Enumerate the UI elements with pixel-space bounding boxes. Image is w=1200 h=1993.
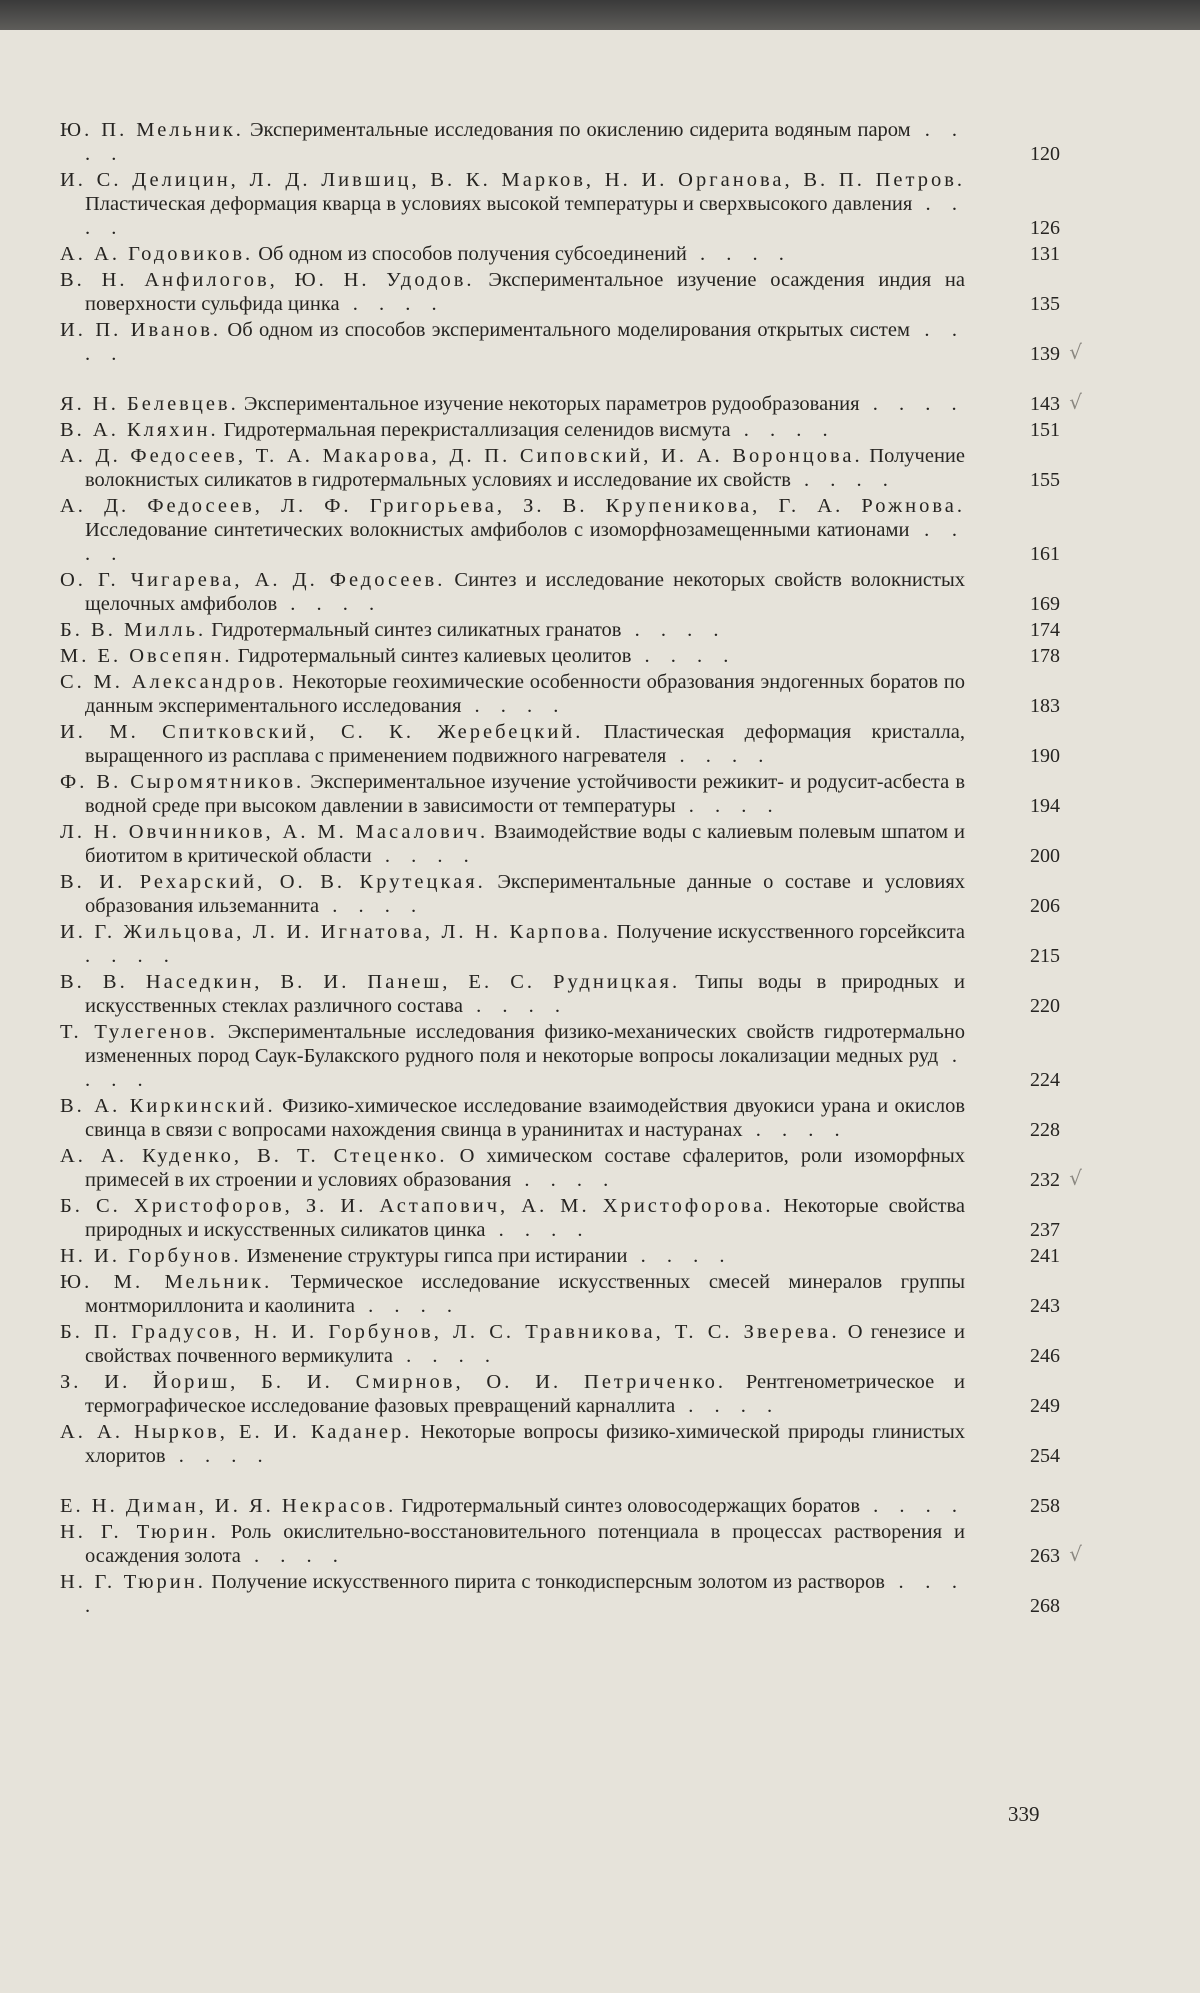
toc-entry-authors: Ю. П. Мельник. — [60, 119, 244, 141]
toc-entry-authors: Л. Н. Овчинников, А. М. Масалович. — [60, 821, 489, 843]
toc-entry-title: Экспериментальное изучение некоторых параметров рудообразования — [243, 393, 860, 415]
toc-entry-title: Некоторые вопросы физико-химической природы глинистых хлоритов — [85, 1421, 966, 1467]
toc-leader-dots: . . . . — [85, 319, 966, 365]
toc-entry-page: 126 — [1030, 217, 1060, 239]
toc-entry-title: Взаимодействие воды с калиевым полевым шпатом и биотитом в критической области — [85, 821, 965, 867]
toc-leader-dots: . . . . — [85, 119, 966, 165]
toc-entry-text — [60, 1244, 965, 1268]
toc-leader-dots: . . . . — [85, 519, 965, 565]
toc-entry-page: 143 — [1030, 393, 1060, 415]
toc-entry — [60, 1094, 1060, 1142]
toc-entry-page: 169 — [1030, 593, 1060, 615]
toc-leader-dots: . . . . — [675, 1395, 781, 1417]
toc-entry — [60, 268, 1060, 316]
toc-entry-authors: Н. Г. Тюрин. — [60, 1521, 219, 1543]
toc-entry-authors: М. Е. Овсепян. — [60, 645, 233, 667]
toc-entry — [60, 920, 1060, 968]
toc-entry-authors: А. А. Куденко, В. Т. Стеценко. — [60, 1145, 448, 1167]
toc-entry-authors: В. Н. Анфилогов, Ю. Н. Удодов. — [60, 269, 475, 291]
toc-entry — [60, 1320, 1060, 1368]
toc-entry — [60, 118, 1060, 166]
toc-entry-authors: Н. И. Горбунов. — [60, 1245, 242, 1267]
toc-entry-page: 131 — [1030, 243, 1060, 265]
toc-entry — [60, 644, 1060, 668]
toc-entry-page: 249 — [1030, 1395, 1060, 1417]
toc-entry-authors: В. А. Кляхин. — [60, 419, 219, 441]
toc-entry-title: Экспериментальное изучение осаждения индия на поверхности сульфида цинка — [85, 269, 965, 315]
toc-leader-dots: . . . . — [319, 895, 425, 917]
toc-entry-page: 215 — [1030, 945, 1060, 967]
toc-entry — [60, 1470, 1060, 1518]
toc-entry-page: 161 — [1030, 543, 1060, 565]
toc-entry-text — [60, 1320, 965, 1368]
toc-entry-text — [60, 1370, 965, 1418]
toc-entry-title: Об одном из способов получения субсоединений — [258, 243, 687, 265]
toc-entry-title: Гидротермальный синтез калиевых цеолитов — [237, 645, 632, 667]
toc-entry-text — [60, 820, 965, 868]
toc-entry-page: 263 — [1030, 1545, 1060, 1567]
check-mark-icon: √ — [1069, 390, 1082, 414]
toc-entry-text — [60, 670, 965, 718]
toc-entry-text — [60, 720, 965, 768]
toc-entry-authors: Ю. М. Мельник. — [60, 1271, 273, 1293]
check-mark-icon: √ — [1069, 1542, 1082, 1566]
toc-entry-page: 155 — [1030, 469, 1060, 491]
toc-entry-title: Получение искусственного горсейксита — [616, 921, 966, 943]
toc-entry-title: Об одном из способов экспериментального моделирования открытых систем — [227, 319, 910, 341]
toc-leader-dots: . . . . — [860, 1495, 966, 1517]
table-of-contents — [60, 118, 1082, 1620]
toc-entry — [60, 1270, 1060, 1318]
toc-entry-title: О генезисе и свойствах почвенного вермикулита — [85, 1321, 966, 1367]
toc-entry — [60, 368, 1082, 416]
toc-entry-authors: И. П. Иванов. — [60, 319, 222, 341]
toc-entry-page: 174 — [1030, 619, 1060, 641]
toc-entry — [60, 1370, 1060, 1418]
toc-leader-dots: . . . . — [354, 1295, 460, 1317]
toc-entry-title: Некоторые геохимические особенности образования эндогенных боратов по данным экспериментального исследования — [85, 671, 965, 717]
toc-entry-authors: И. С. Делицин, Л. Д. Лившиц, В. К. Марков, Н. И. Органова, В. П. Петров. — [60, 169, 965, 191]
toc-entry-page: 258 — [1030, 1495, 1060, 1517]
toc-entry-text — [60, 1094, 965, 1142]
toc-leader-dots: . . . . — [240, 1545, 346, 1567]
toc-entry — [60, 1194, 1060, 1242]
toc-entry-page: 190 — [1030, 745, 1060, 767]
toc-entry — [60, 418, 1060, 442]
toc-entry-title: Рентгенометрическое и термографическое исследование фазовых превращений карналлита — [85, 1371, 966, 1417]
toc-entry-text — [60, 168, 965, 240]
toc-entry — [60, 618, 1060, 642]
toc-leader-dots: . . . . — [859, 393, 965, 415]
toc-entry — [60, 1020, 1060, 1092]
toc-entry-title: Экспериментальные исследования физико-механических свойств гидротермально измененных пород Саук-Булакского рудного поля и некоторые вопросы локализации медных руд — [85, 1021, 965, 1067]
toc-leader-dots: . . . . — [730, 419, 836, 441]
toc-entry-authors: А. А. Нырков, Е. И. Каданер. — [60, 1421, 413, 1443]
toc-entry-authors: С. М. Александров. — [60, 671, 287, 693]
toc-entry-text — [60, 568, 965, 616]
toc-leader-dots: . . . . — [85, 1045, 965, 1091]
toc-entry-page: 268 — [1030, 1595, 1060, 1617]
toc-entry-authors: Б. В. Милль. — [60, 619, 207, 641]
toc-leader-dots: . . . . — [85, 1571, 966, 1617]
toc-entry-page: 224 — [1030, 1069, 1060, 1091]
toc-entry-text — [60, 1144, 965, 1192]
toc-entry-authors: Н. Г. Тюрин. — [60, 1571, 206, 1593]
toc-entry — [60, 1244, 1060, 1268]
toc-leader-dots: . . . . — [631, 645, 737, 667]
toc-entry-page: 183 — [1030, 695, 1060, 717]
toc-entry — [60, 820, 1060, 868]
toc-leader-dots: . . . . — [742, 1119, 848, 1141]
toc-leader-dots: . . . . — [165, 1445, 271, 1467]
toc-entry-text — [60, 1020, 965, 1092]
toc-entry-title: Экспериментальные данные о составе и условиях образования ильземаннита — [85, 871, 965, 917]
check-mark-icon: √ — [1069, 340, 1082, 364]
toc-leader-dots: . . . . — [393, 1345, 498, 1367]
toc-entry-authors: В. А. Киркинский. — [60, 1095, 276, 1117]
toc-entry-authors: А. Д. Федосеев, Л. Ф. Григорьева, З. В. Крупеникова, Г. А. Рожнова. — [60, 495, 965, 517]
toc-entry-authors: Ф. В. Сыромятников. — [60, 771, 305, 793]
toc-entry-text — [60, 494, 965, 566]
toc-entry-title: Гидротермальный синтез оловосодержащих боратов — [401, 1495, 861, 1517]
toc-entry-page: 220 — [1030, 995, 1060, 1017]
toc-entry-authors: Я. Н. Белевцев. — [60, 393, 239, 415]
toc-entry-page: 135 — [1030, 293, 1060, 315]
toc-leader-dots: . . . . — [462, 995, 568, 1017]
toc-entry — [60, 970, 1060, 1018]
scan-top-edge — [0, 0, 1200, 30]
toc-entry-page: 246 — [1030, 1345, 1060, 1367]
toc-entry-title: Пластическая деформация кристалла, выращенного из расплава с применением подвижного нагревателя — [85, 721, 965, 767]
toc-entry-title: Экспериментальное изучение устойчивости режикит- и родусит-асбеста в водной среде при высоком давлении в зависимости от температуры — [85, 771, 966, 817]
toc-entry-authors: Б. П. Градусов, Н. И. Горбунов, Л. С. Травникова, Т. С. Зверева. — [60, 1321, 840, 1343]
toc-entry — [60, 1570, 1060, 1618]
toc-entry — [60, 318, 1082, 366]
toc-entry-authors: В. И. Рехарский, О. В. Крутецкая. — [60, 871, 486, 893]
toc-entry-text — [60, 268, 965, 316]
toc-entry-text — [60, 318, 965, 366]
toc-leader-dots: . . . . — [339, 293, 445, 315]
toc-entry-page: 241 — [1030, 1245, 1060, 1267]
toc-entry-authors: И. Г. Жильцова, Л. И. Игнатова, Л. Н. Карпова. — [60, 921, 612, 943]
toc-entry-text — [60, 1494, 965, 1518]
toc-entry-title: Гидротермальный синтез силикатных гранатов — [211, 619, 622, 641]
toc-entry-title: Синтез и исследование некоторых свойств волокнистых щелочных амфиболов — [85, 569, 965, 615]
toc-entry-page: 200 — [1030, 845, 1060, 867]
toc-leader-dots: . . . . — [686, 243, 792, 265]
toc-entry — [60, 1420, 1060, 1468]
toc-entry-page: 254 — [1030, 1445, 1060, 1467]
page-number: 339 — [1008, 1802, 1040, 1826]
toc-entry-text — [60, 618, 965, 642]
toc-entry-page: 237 — [1030, 1219, 1060, 1241]
toc-entry-page: 243 — [1030, 1295, 1060, 1317]
toc-entry-text — [60, 1570, 965, 1618]
toc-entry-authors: Б. С. Христофоров, З. И. Астапович, А. М. Христофорова. — [60, 1195, 774, 1217]
toc-entry — [60, 168, 1060, 240]
toc-leader-dots: . . . . — [666, 745, 772, 767]
toc-entry-title: Получение волокнистых силикатов в гидротермальных условиях и исследование их свойств — [85, 445, 965, 491]
toc-entry-authors: З. И. Йориш, Б. И. Смирнов, О. И. Петриченко. — [60, 1371, 727, 1393]
toc-entry-title: Роль окислительно-восстановительного потенциала в процессах растворения и осаждения золота — [85, 1521, 965, 1567]
toc-entry-text — [60, 770, 965, 818]
toc-entry-text — [60, 392, 965, 416]
toc-entry — [60, 1144, 1082, 1192]
toc-leader-dots: . . . . — [627, 1245, 733, 1267]
toc-entry-text — [60, 970, 965, 1018]
toc-leader-dots: . . . . — [461, 695, 567, 717]
toc-entry-page: 206 — [1030, 895, 1060, 917]
toc-entry-authors: Е. Н. Диман, И. Я. Некрасов. — [60, 1495, 397, 1517]
toc-entry-title: Термическое исследование искусственных смесей минералов группы монтмориллонита и каолинита — [85, 1271, 966, 1317]
toc-leader-dots: . . . . — [85, 193, 965, 239]
toc-entry-text — [60, 920, 965, 968]
toc-entry-authors: Т. Тулегенов. — [60, 1021, 218, 1043]
toc-entry — [60, 720, 1060, 768]
toc-entry — [60, 770, 1060, 818]
toc-leader-dots: . . . . — [675, 795, 781, 817]
toc-entry — [60, 568, 1060, 616]
toc-entry-title: О химическом составе сфалеритов, роли изоморфных примесей в их строении и условиях образования — [85, 1145, 965, 1191]
toc-entry-text — [60, 242, 965, 266]
toc-entry-authors: А. А. Годовиков. — [60, 243, 254, 265]
toc-entry-authors: А. Д. Федосеев, Т. А. Макарова, Д. П. Сиповский, И. А. Воронцова. — [60, 445, 863, 467]
toc-entry-page: 120 — [1030, 143, 1060, 165]
toc-entry-page: 228 — [1030, 1119, 1060, 1141]
toc-entry-page: 139 — [1030, 343, 1060, 365]
toc-entry — [60, 870, 1060, 918]
toc-entry-authors: О. Г. Чигарева, А. Д. Федосеев. — [60, 569, 446, 591]
toc-entry-title: Некоторые свойства природных и искусственных силикатов цинка — [85, 1195, 965, 1241]
toc-entry-title: Типы воды в природных и искусственных стеклах различного состава — [85, 971, 965, 1017]
toc-entry-title: Изменение структуры гипса при истирании — [246, 1245, 628, 1267]
toc-entry-page: 151 — [1030, 419, 1060, 441]
toc-leader-dots: . . . . — [511, 1169, 617, 1191]
toc-entry — [60, 494, 1060, 566]
toc-leader-dots: . . . . — [621, 619, 727, 641]
toc-entry-authors: В. В. Наседкин, В. И. Панеш, Е. С. Рудницкая. — [60, 971, 681, 993]
toc-leader-dots: . . . . — [371, 845, 477, 867]
toc-entry-title: Получение искусственного пирита с тонкодисперсным золотом из растворов — [211, 1571, 885, 1593]
toc-entry-text — [60, 1194, 965, 1242]
toc-entry-text — [60, 118, 965, 166]
toc-entry-title: Исследование синтетических волокнистых амфиболов с изоморфнозамещенными катионами — [85, 519, 910, 541]
toc-entry — [60, 1520, 1082, 1568]
toc-entry-page: 178 — [1030, 645, 1060, 667]
toc-entry-title: Пластическая деформация кварца в условиях высокой температуры и сверхвысокого давления — [85, 193, 913, 215]
toc-entry-authors: И. М. Спитковский, С. К. Жеребецкий. — [60, 721, 584, 743]
toc-leader-dots: . . . . — [85, 945, 177, 967]
toc-leader-dots: . . . . — [277, 593, 383, 615]
toc-entry — [60, 444, 1060, 492]
toc-entry-text — [60, 444, 965, 492]
toc-entry-title: Экспериментальные исследования по окислению сидерита водяным паром — [250, 119, 911, 141]
toc-entry-page: 194 — [1030, 795, 1060, 817]
toc-entry-title: Физико-химическое исследование взаимодействия двуокиси урана и окислов свинца в связи с вопросами нахождения свинца в уранинитах и настуранах — [85, 1095, 965, 1141]
toc-entry — [60, 670, 1060, 718]
toc-entry-text — [60, 644, 965, 668]
toc-leader-dots: . . . . — [485, 1219, 591, 1241]
toc-entry-text — [60, 418, 965, 442]
toc-leader-dots: . . . . — [790, 469, 896, 491]
toc-entry-text — [60, 1520, 965, 1568]
check-mark-icon: √ — [1069, 1166, 1082, 1190]
toc-entry — [60, 242, 1060, 266]
toc-entry-page: 232 — [1030, 1169, 1060, 1191]
toc-entry-text — [60, 1420, 965, 1468]
toc-entry-text — [60, 870, 965, 918]
toc-entry-text — [60, 1270, 965, 1318]
toc-entry-title: Гидротермальная перекристаллизация селенидов висмута — [223, 419, 731, 441]
